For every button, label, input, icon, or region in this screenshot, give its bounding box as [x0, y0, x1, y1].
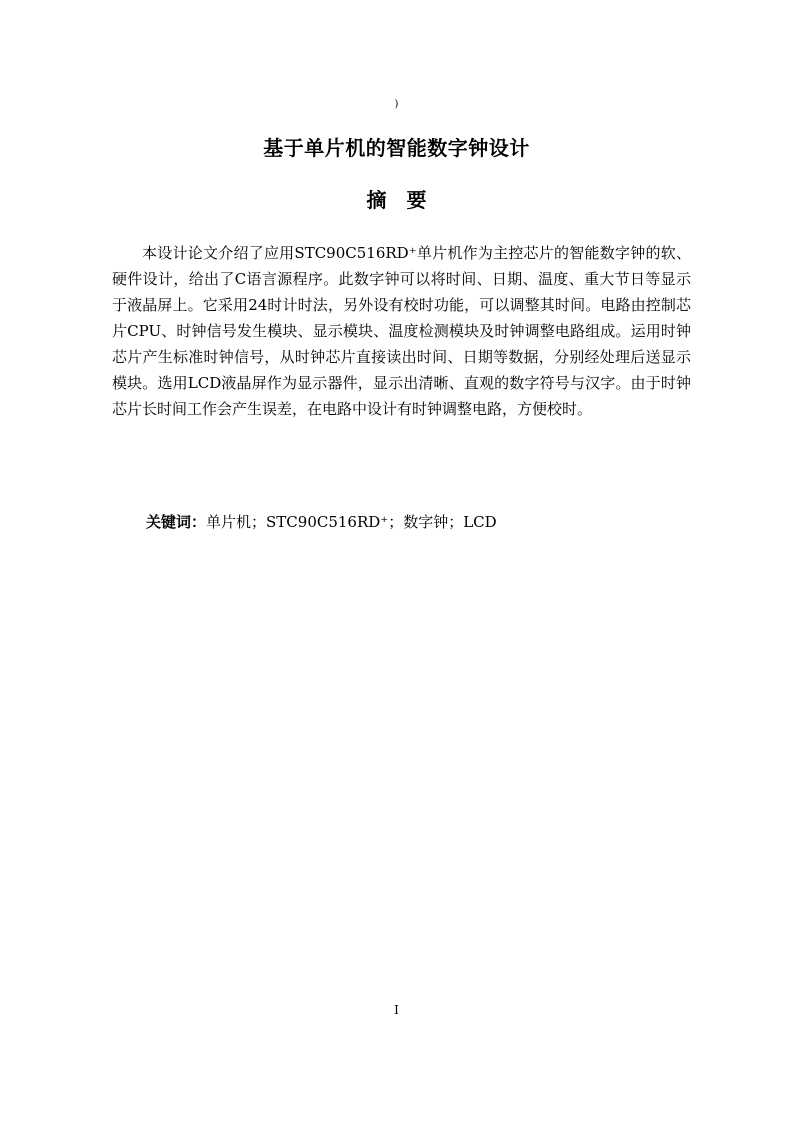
abstract-body: 本设计论文介绍了应用STC90C516RD⁺单片机作为主控芯片的智能数字钟的软、硬件设计，给出了C语言源程序。此数字钟可以将时间、日期、温度、重大节日等显示于液晶屏上。它采用24时计时法，另外设有校时功能，可以调整其时间。电路由控制芯片CPU、时钟信号发生模块、显示模块、温度检测模块及时钟调整电路组成。运用时钟芯片产生标准时钟信号，从时钟芯片直接读出时间、日期等数据，分别经处理后送显示模块。选用LCD液晶屏作为显示器件，显示出清晰、直观的数字符号与汉字。由于时钟芯片长时间工作会产生误差，在电路中设计有时钟调整电路，方便校时。: [112, 244, 691, 418]
keywords-value: 单片机；STC90C516RD⁺；数字钟；LCD: [206, 513, 497, 531]
abstract-heading: 摘要: [366, 188, 447, 212]
header-mark: ): [394, 99, 399, 110]
page-number: I: [394, 1003, 399, 1017]
keywords-line: [146, 510, 691, 534]
keywords-label: 关键词：: [146, 513, 207, 531]
page-title: 基于单片机的智能数字钟设计: [263, 136, 530, 160]
